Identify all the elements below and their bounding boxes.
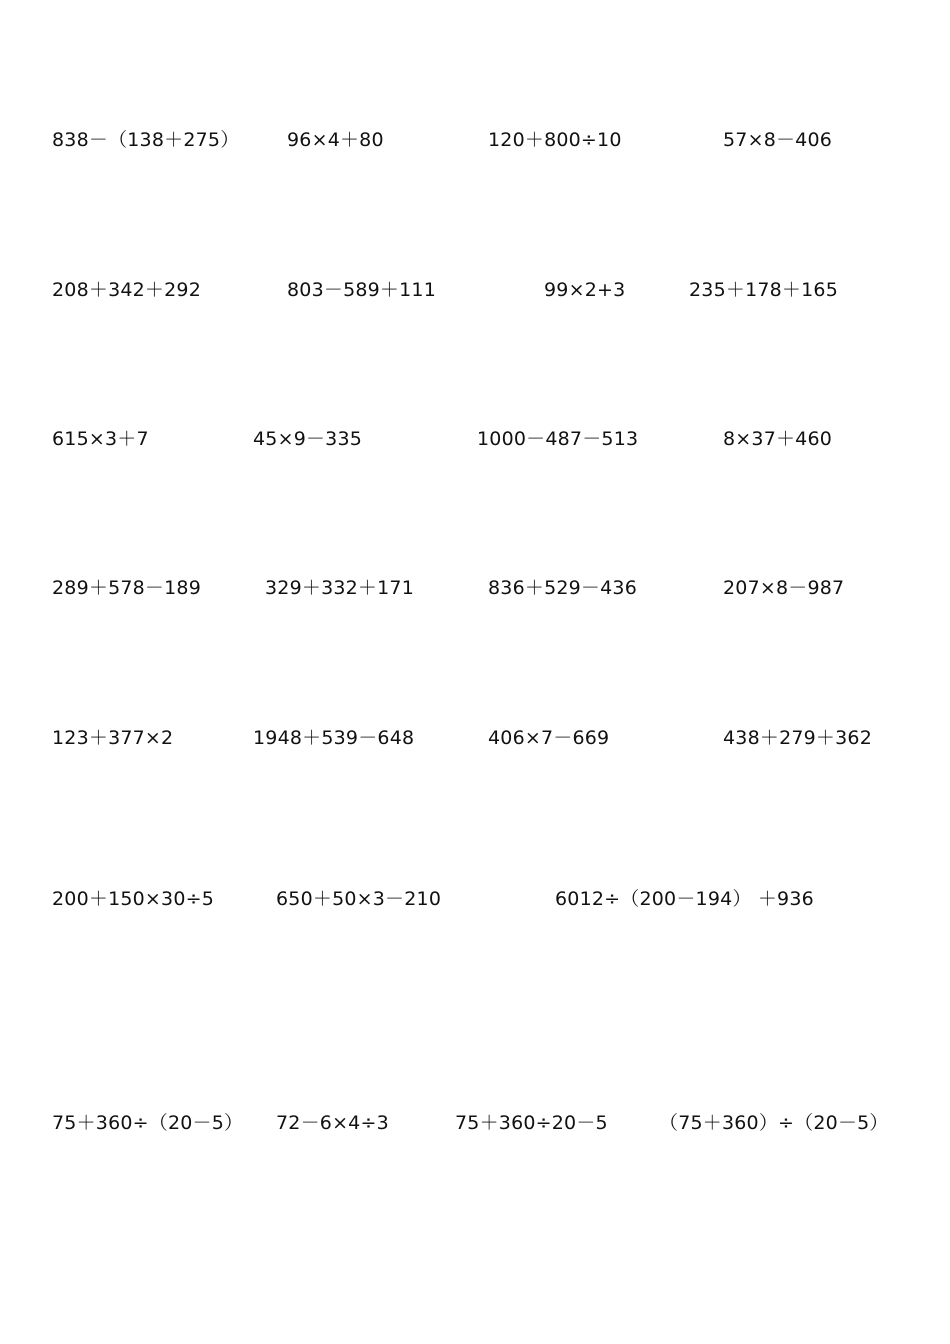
arithmetic-problem: 803－589＋111	[287, 279, 436, 301]
arithmetic-problem: 96×4＋80	[287, 129, 384, 151]
arithmetic-problem: （75＋360）÷（20－5）	[659, 1112, 889, 1134]
arithmetic-problem: 123＋377×2	[52, 727, 174, 749]
arithmetic-problem: 289＋578－189	[52, 577, 201, 599]
arithmetic-problem: 75＋360÷20－5	[455, 1112, 608, 1134]
arithmetic-problem: 99×2+3	[544, 279, 626, 301]
arithmetic-problem: 200＋150×30÷5	[52, 888, 215, 910]
arithmetic-problem: 8×37＋460	[723, 428, 833, 450]
arithmetic-problem: 72－6×4÷3	[276, 1112, 389, 1134]
arithmetic-problem: 650＋50×3－210	[276, 888, 442, 910]
arithmetic-problem: 45×9－335	[253, 428, 363, 450]
arithmetic-problem: 329＋332＋171	[265, 577, 414, 599]
arithmetic-problem: 615×3＋7	[52, 428, 149, 450]
arithmetic-problem: 438＋279＋362	[723, 727, 872, 749]
arithmetic-problem: 207×8－987	[723, 577, 845, 599]
arithmetic-problem: 75＋360÷（20－5）	[52, 1112, 244, 1134]
arithmetic-problem: 208＋342＋292	[52, 279, 201, 301]
arithmetic-problem: 1000－487－513	[477, 428, 639, 450]
arithmetic-problem: 120＋800÷10	[488, 129, 622, 151]
arithmetic-problem: 6012÷（200－194） ＋936	[555, 888, 814, 910]
arithmetic-problem: 406×7－669	[488, 727, 610, 749]
arithmetic-problem: 838－（138＋275）	[52, 129, 240, 151]
arithmetic-problem: 836＋529－436	[488, 577, 637, 599]
arithmetic-problem: 57×8－406	[723, 129, 833, 151]
arithmetic-problem: 1948＋539－648	[253, 727, 415, 749]
arithmetic-problem: 235＋178＋165	[689, 279, 838, 301]
